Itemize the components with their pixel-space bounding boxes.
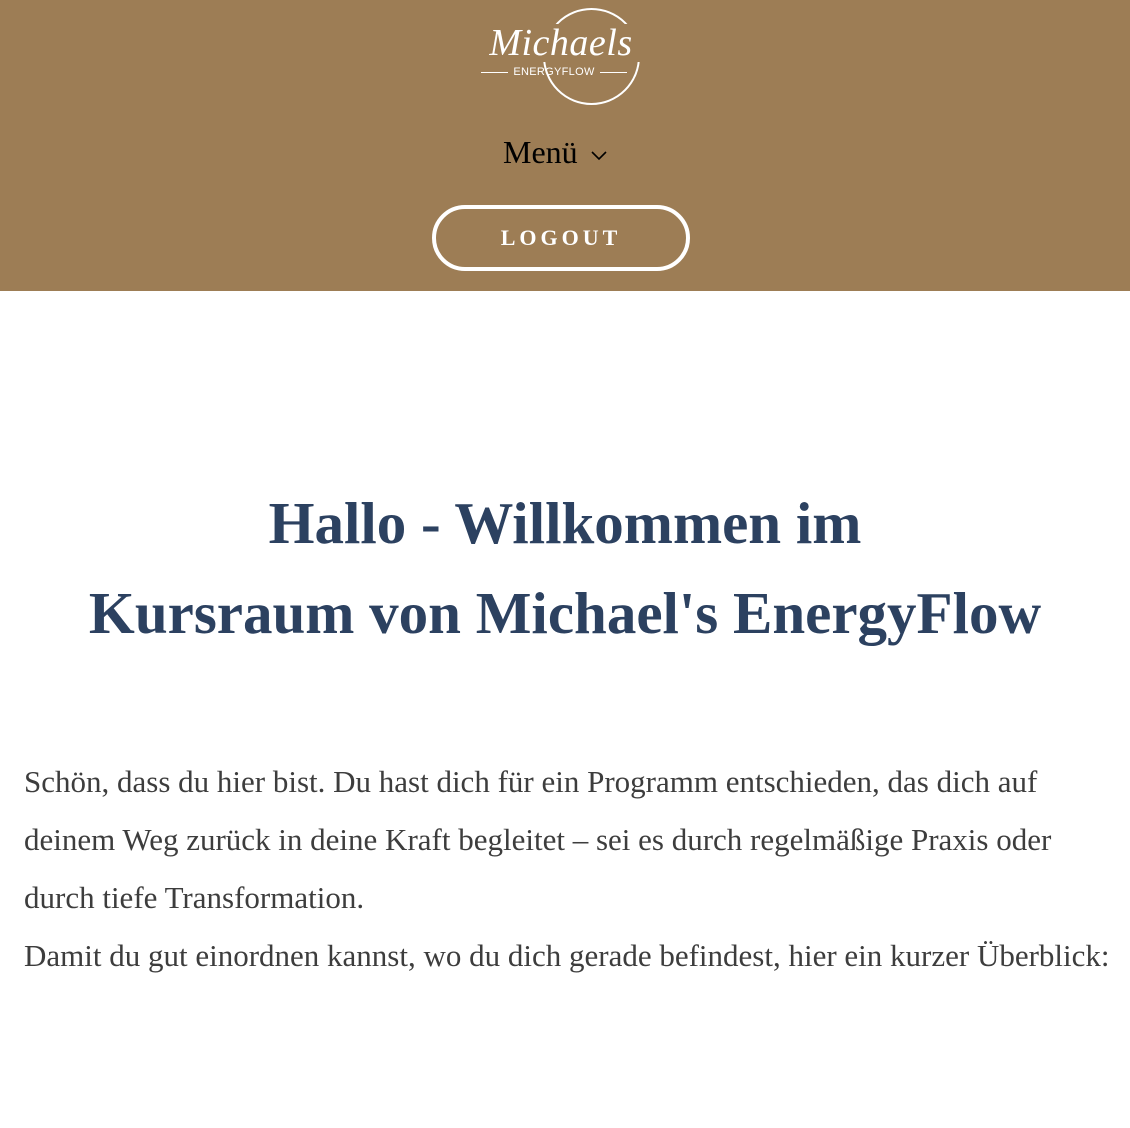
chevron-down-icon <box>590 148 608 160</box>
logo-subtitle-row <box>481 65 627 79</box>
intro-text <box>24 753 1114 985</box>
menu-toggle[interactable] <box>503 132 608 172</box>
logo-divider-left <box>481 72 508 73</box>
logo-script-text: Michaels <box>481 24 641 62</box>
intro-paragraph-1: Schön, dass du hier bist. Du hast dich für ein Programm entschieden, das dich auf deinem Weg zurück in deine Kraft begleitet – sei es durch regelmäßige Praxis oder durch tiefe Transformation. <box>24 764 1052 915</box>
logout-button[interactable]: LOGOUT <box>432 205 690 271</box>
headline-line-1: Hallo - Willkommen im <box>268 490 862 556</box>
logo-subtitle: ENERGYFLOW <box>513 66 595 78</box>
menu-label: Menü <box>503 133 578 170</box>
welcome-headline <box>0 478 1130 658</box>
brand-logo[interactable] <box>489 8 640 105</box>
intro-paragraph-2: Damit du gut einordnen kannst, wo du dich gerade befindest, hier ein kurzer Überblick: <box>24 938 1110 973</box>
headline-line-2: Kursraum von Michael's EnergyFlow <box>88 580 1042 646</box>
logo-divider-right <box>600 72 627 73</box>
site-header <box>0 0 1130 291</box>
